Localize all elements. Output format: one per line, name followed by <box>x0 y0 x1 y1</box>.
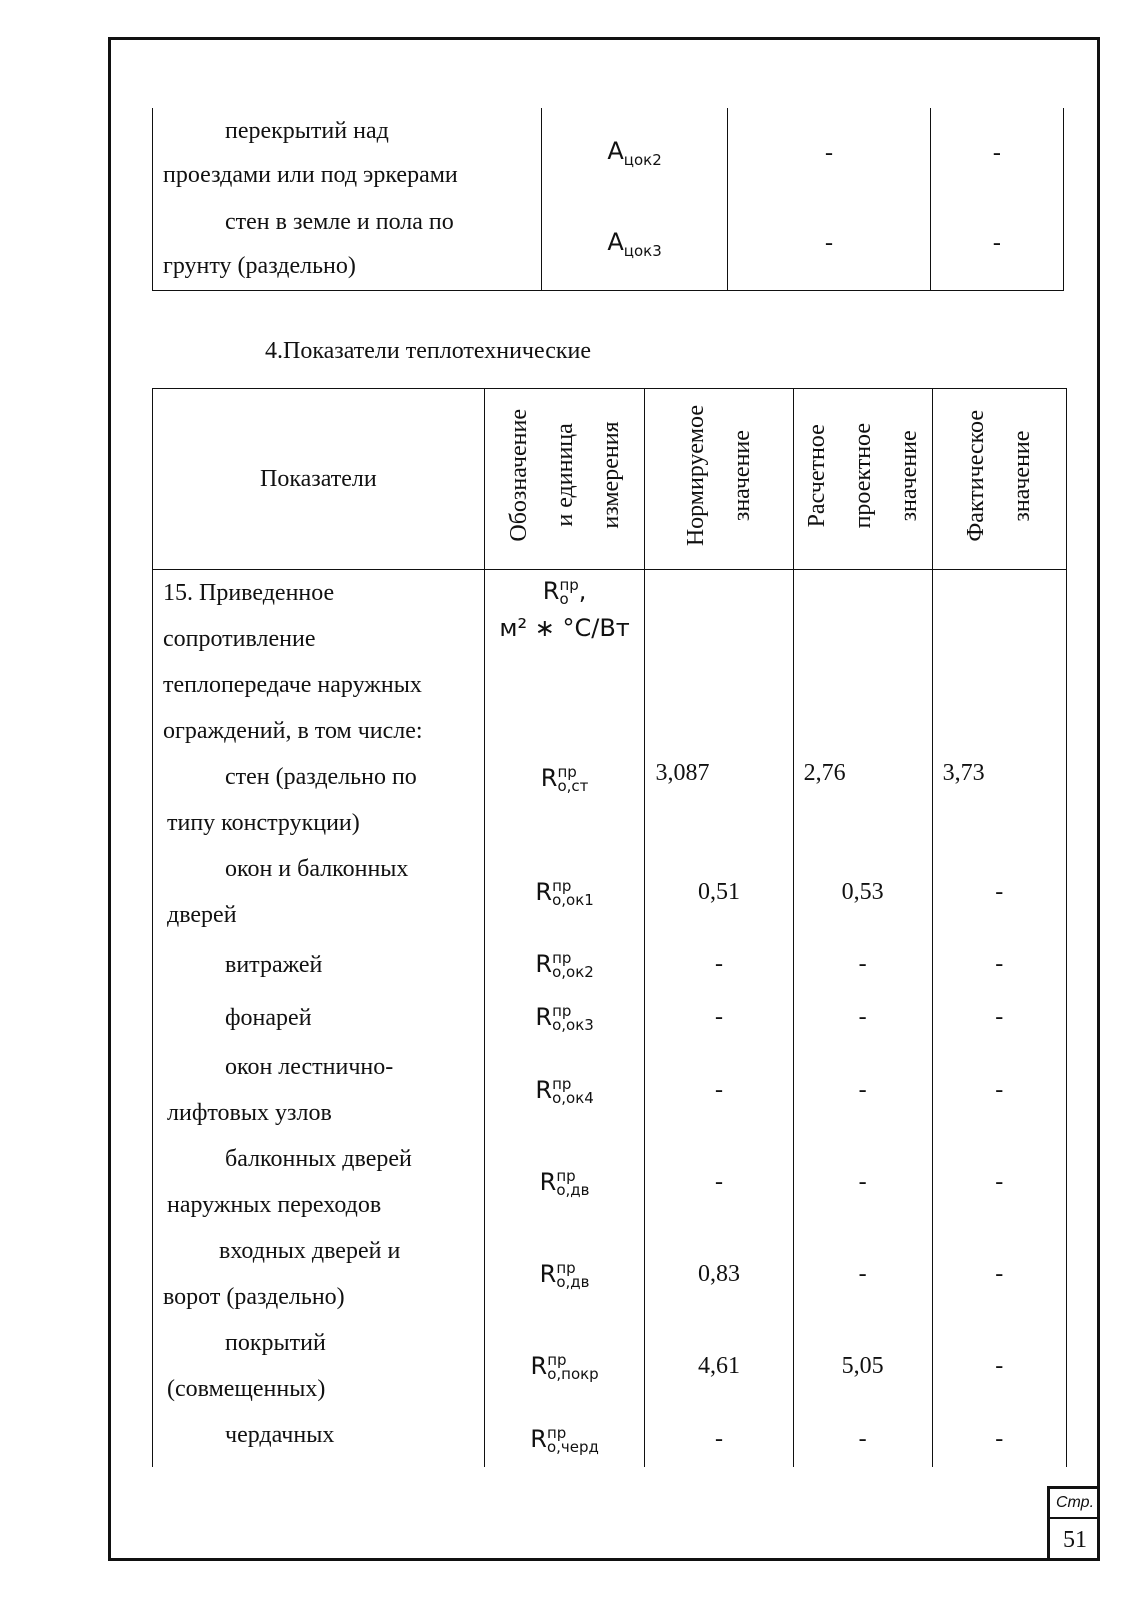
label-line: проездами или под эркерами <box>163 162 458 188</box>
row-label <box>153 1320 485 1412</box>
symbol-scripts <box>552 1074 594 1107</box>
calculated-value: - <box>793 1228 932 1320</box>
symbol-cell: R пр о,ок4 <box>484 1044 645 1136</box>
header-line: значение <box>1009 429 1036 522</box>
symbol-scripts <box>559 578 578 606</box>
row-label <box>153 198 542 290</box>
actual-value: - <box>932 1412 1066 1467</box>
symbol-scripts <box>557 765 588 793</box>
symbol-sub: цок2 <box>623 150 662 169</box>
symbol-sup: пр <box>557 763 577 781</box>
table-row <box>153 991 1067 1044</box>
symbol-sup: пр <box>552 876 572 895</box>
symbol-sub: о,ок1 <box>552 890 594 909</box>
header-calculated <box>793 389 932 570</box>
normative-value: - <box>645 1136 793 1228</box>
header-line: Нормируемое <box>683 404 710 547</box>
symbol-cell <box>541 198 727 290</box>
actual-value: - <box>932 846 1066 938</box>
normative-value: 4,61 <box>645 1320 793 1412</box>
symbol-cell: R пр о,ок3 <box>484 991 645 1044</box>
table-row <box>153 570 1067 755</box>
thermal-indicators-table <box>152 388 1067 1467</box>
row-label <box>153 570 485 755</box>
row-label <box>153 754 485 846</box>
row-label: витражей <box>153 938 485 991</box>
calculated-value: - <box>793 1412 932 1467</box>
calculated-value: - <box>793 1136 932 1228</box>
header-line: и единица <box>551 423 578 528</box>
label-line: покрытий <box>225 1330 326 1356</box>
table-row <box>153 1136 1067 1228</box>
header-line: Фактическое <box>963 409 990 542</box>
header-normative <box>645 389 793 570</box>
label-line: входных дверей и <box>219 1238 401 1264</box>
label-line: наружных переходов <box>167 1192 382 1218</box>
symbol-cell: R пр о,покр <box>484 1320 645 1412</box>
symbol-comma: , <box>578 577 587 605</box>
header-calculated-text <box>794 423 932 528</box>
symbol-sub: о,ок4 <box>552 1088 594 1107</box>
table-row <box>153 846 1067 938</box>
row-label <box>153 846 485 938</box>
row-label <box>153 1228 485 1320</box>
value-cell <box>932 570 1066 755</box>
calculated-value: - <box>793 938 932 991</box>
symbol-scripts <box>547 1350 599 1383</box>
symbol-cell <box>484 570 645 755</box>
header-line: Расчетное <box>803 423 830 528</box>
page-number-box <box>1047 1486 1100 1561</box>
normative-value: - <box>645 1412 793 1467</box>
actual-value: - <box>932 1136 1066 1228</box>
symbol-sub: о,покр <box>547 1364 599 1383</box>
row-label <box>153 1044 485 1136</box>
calculated-value: 5,05 <box>793 1320 932 1412</box>
normative-value: 0,51 <box>645 846 793 938</box>
label-line: (совмещенных) <box>167 1376 326 1402</box>
page-number: 51 <box>1063 1527 1087 1553</box>
row-label: фонарей <box>153 991 485 1044</box>
symbol-scripts <box>552 951 594 979</box>
table-header-row <box>153 389 1067 570</box>
value-cell: - <box>930 198 1063 290</box>
label-line: теплопередаче наружных <box>163 672 422 698</box>
label-line: окон и балконных <box>225 856 409 882</box>
table-row <box>153 1412 1067 1467</box>
symbol-scripts <box>556 1258 590 1291</box>
symbol-base: A <box>607 137 624 166</box>
symbol-sub: о,ок2 <box>552 963 594 981</box>
symbol-cell: R пр о,ок1 <box>484 846 645 938</box>
page-label: Стр. <box>1050 1489 1100 1519</box>
symbol-sub: о,черд <box>546 1438 599 1456</box>
label-line: ворот (раздельно) <box>163 1284 345 1310</box>
label-line: ограждений, в том числе: <box>163 718 423 744</box>
table-row <box>153 754 1067 846</box>
symbol-sup: пр <box>559 576 579 594</box>
symbol-scripts <box>556 1166 590 1199</box>
row-label: чердачных <box>153 1412 485 1467</box>
value-cell: - <box>728 198 930 290</box>
actual-value: - <box>932 991 1066 1044</box>
header-line: значение <box>895 429 922 522</box>
symbol-sub: о,ст <box>557 777 589 795</box>
symbol-cell: R пр о,ст <box>484 754 645 846</box>
normative-value: - <box>645 991 793 1044</box>
label-line: сопротивление <box>163 626 316 652</box>
normative-value: 0,83 <box>645 1228 793 1320</box>
header-line: значение <box>729 429 756 522</box>
label-line: стен в земле и пола по <box>225 208 454 235</box>
symbol-sup: пр <box>547 1350 567 1369</box>
header-actual <box>932 389 1066 570</box>
value-cell: - <box>930 108 1063 198</box>
symbol-scripts <box>552 876 594 909</box>
normative-value: 3,087 <box>645 754 793 846</box>
header-line: Обозначение <box>505 409 532 542</box>
symbol-sup: пр <box>552 949 572 967</box>
symbol-base: R <box>542 577 560 605</box>
normative-value: - <box>645 1044 793 1136</box>
label-line: стен (раздельно по <box>225 764 417 790</box>
symbol-sub: о <box>559 590 569 608</box>
label-line: 15. Приведенное <box>163 580 335 606</box>
symbol-cell: R пр о,дв <box>484 1136 645 1228</box>
calculated-value: 2,76 <box>793 754 932 846</box>
row-label <box>153 108 542 198</box>
table-row <box>153 1320 1067 1412</box>
actual-value: - <box>932 1320 1066 1412</box>
symbol-cell <box>541 108 727 198</box>
table-row <box>153 938 1067 991</box>
symbol-cell: R пр о,ок2 <box>484 938 645 991</box>
label-line: окон лестнично- <box>225 1054 394 1080</box>
symbol-scripts <box>547 1426 599 1454</box>
symbol-sup: пр <box>556 1166 576 1185</box>
symbol-base: A <box>607 227 624 256</box>
table-row <box>153 108 1064 198</box>
symbol-sup: пр <box>546 1424 567 1442</box>
label-line: балконных дверей <box>225 1146 412 1172</box>
calculated-value: - <box>793 991 932 1044</box>
value-cell: - <box>728 108 930 198</box>
symbol-sup: пр <box>552 1074 572 1093</box>
value-cell <box>645 570 793 755</box>
calculated-value: 0,53 <box>793 846 932 938</box>
label-line: перекрытий над <box>225 118 389 144</box>
header-normative-text <box>673 405 765 546</box>
header-actual-text <box>953 410 1045 542</box>
header-line: измерения <box>597 421 624 530</box>
table-row <box>153 1044 1067 1136</box>
actual-value: - <box>932 938 1066 991</box>
header-symbol-text <box>496 409 634 542</box>
symbol-sub: о,дв <box>556 1272 590 1291</box>
label-line: лифтовых узлов <box>167 1100 332 1126</box>
calculated-value: - <box>793 1044 932 1136</box>
value-cell <box>793 570 932 755</box>
actual-value: - <box>932 1044 1066 1136</box>
symbol-sub: о,дв <box>556 1180 590 1199</box>
table-row <box>153 1228 1067 1320</box>
symbol-sup: пр <box>552 1002 572 1020</box>
label-line: дверей <box>167 902 237 928</box>
unit-text: м² ∗ °C/Вт <box>499 614 630 642</box>
header-indicators: Показатели <box>153 389 485 570</box>
symbol-sub: о,ок3 <box>552 1016 594 1034</box>
symbol-cell: R пр о,дв <box>484 1228 645 1320</box>
header-line: проектное <box>849 422 876 529</box>
section-title: 4.Показатели теплотехнические <box>265 338 592 364</box>
label-line: типу конструкции) <box>167 810 360 836</box>
row-label <box>153 1136 485 1228</box>
symbol-scripts <box>552 1004 594 1032</box>
actual-value: 3,73 <box>932 754 1066 846</box>
table-row <box>153 198 1064 290</box>
actual-value: - <box>932 1228 1066 1320</box>
table-fragment-top <box>152 108 1064 291</box>
symbol-sup: пр <box>556 1258 576 1277</box>
label-line: грунту (раздельно) <box>163 252 356 279</box>
normative-value: - <box>645 938 793 991</box>
symbol-cell: R пр о,черд <box>484 1412 645 1467</box>
symbol-sub: цок3 <box>623 241 662 260</box>
header-symbol <box>484 389 645 570</box>
